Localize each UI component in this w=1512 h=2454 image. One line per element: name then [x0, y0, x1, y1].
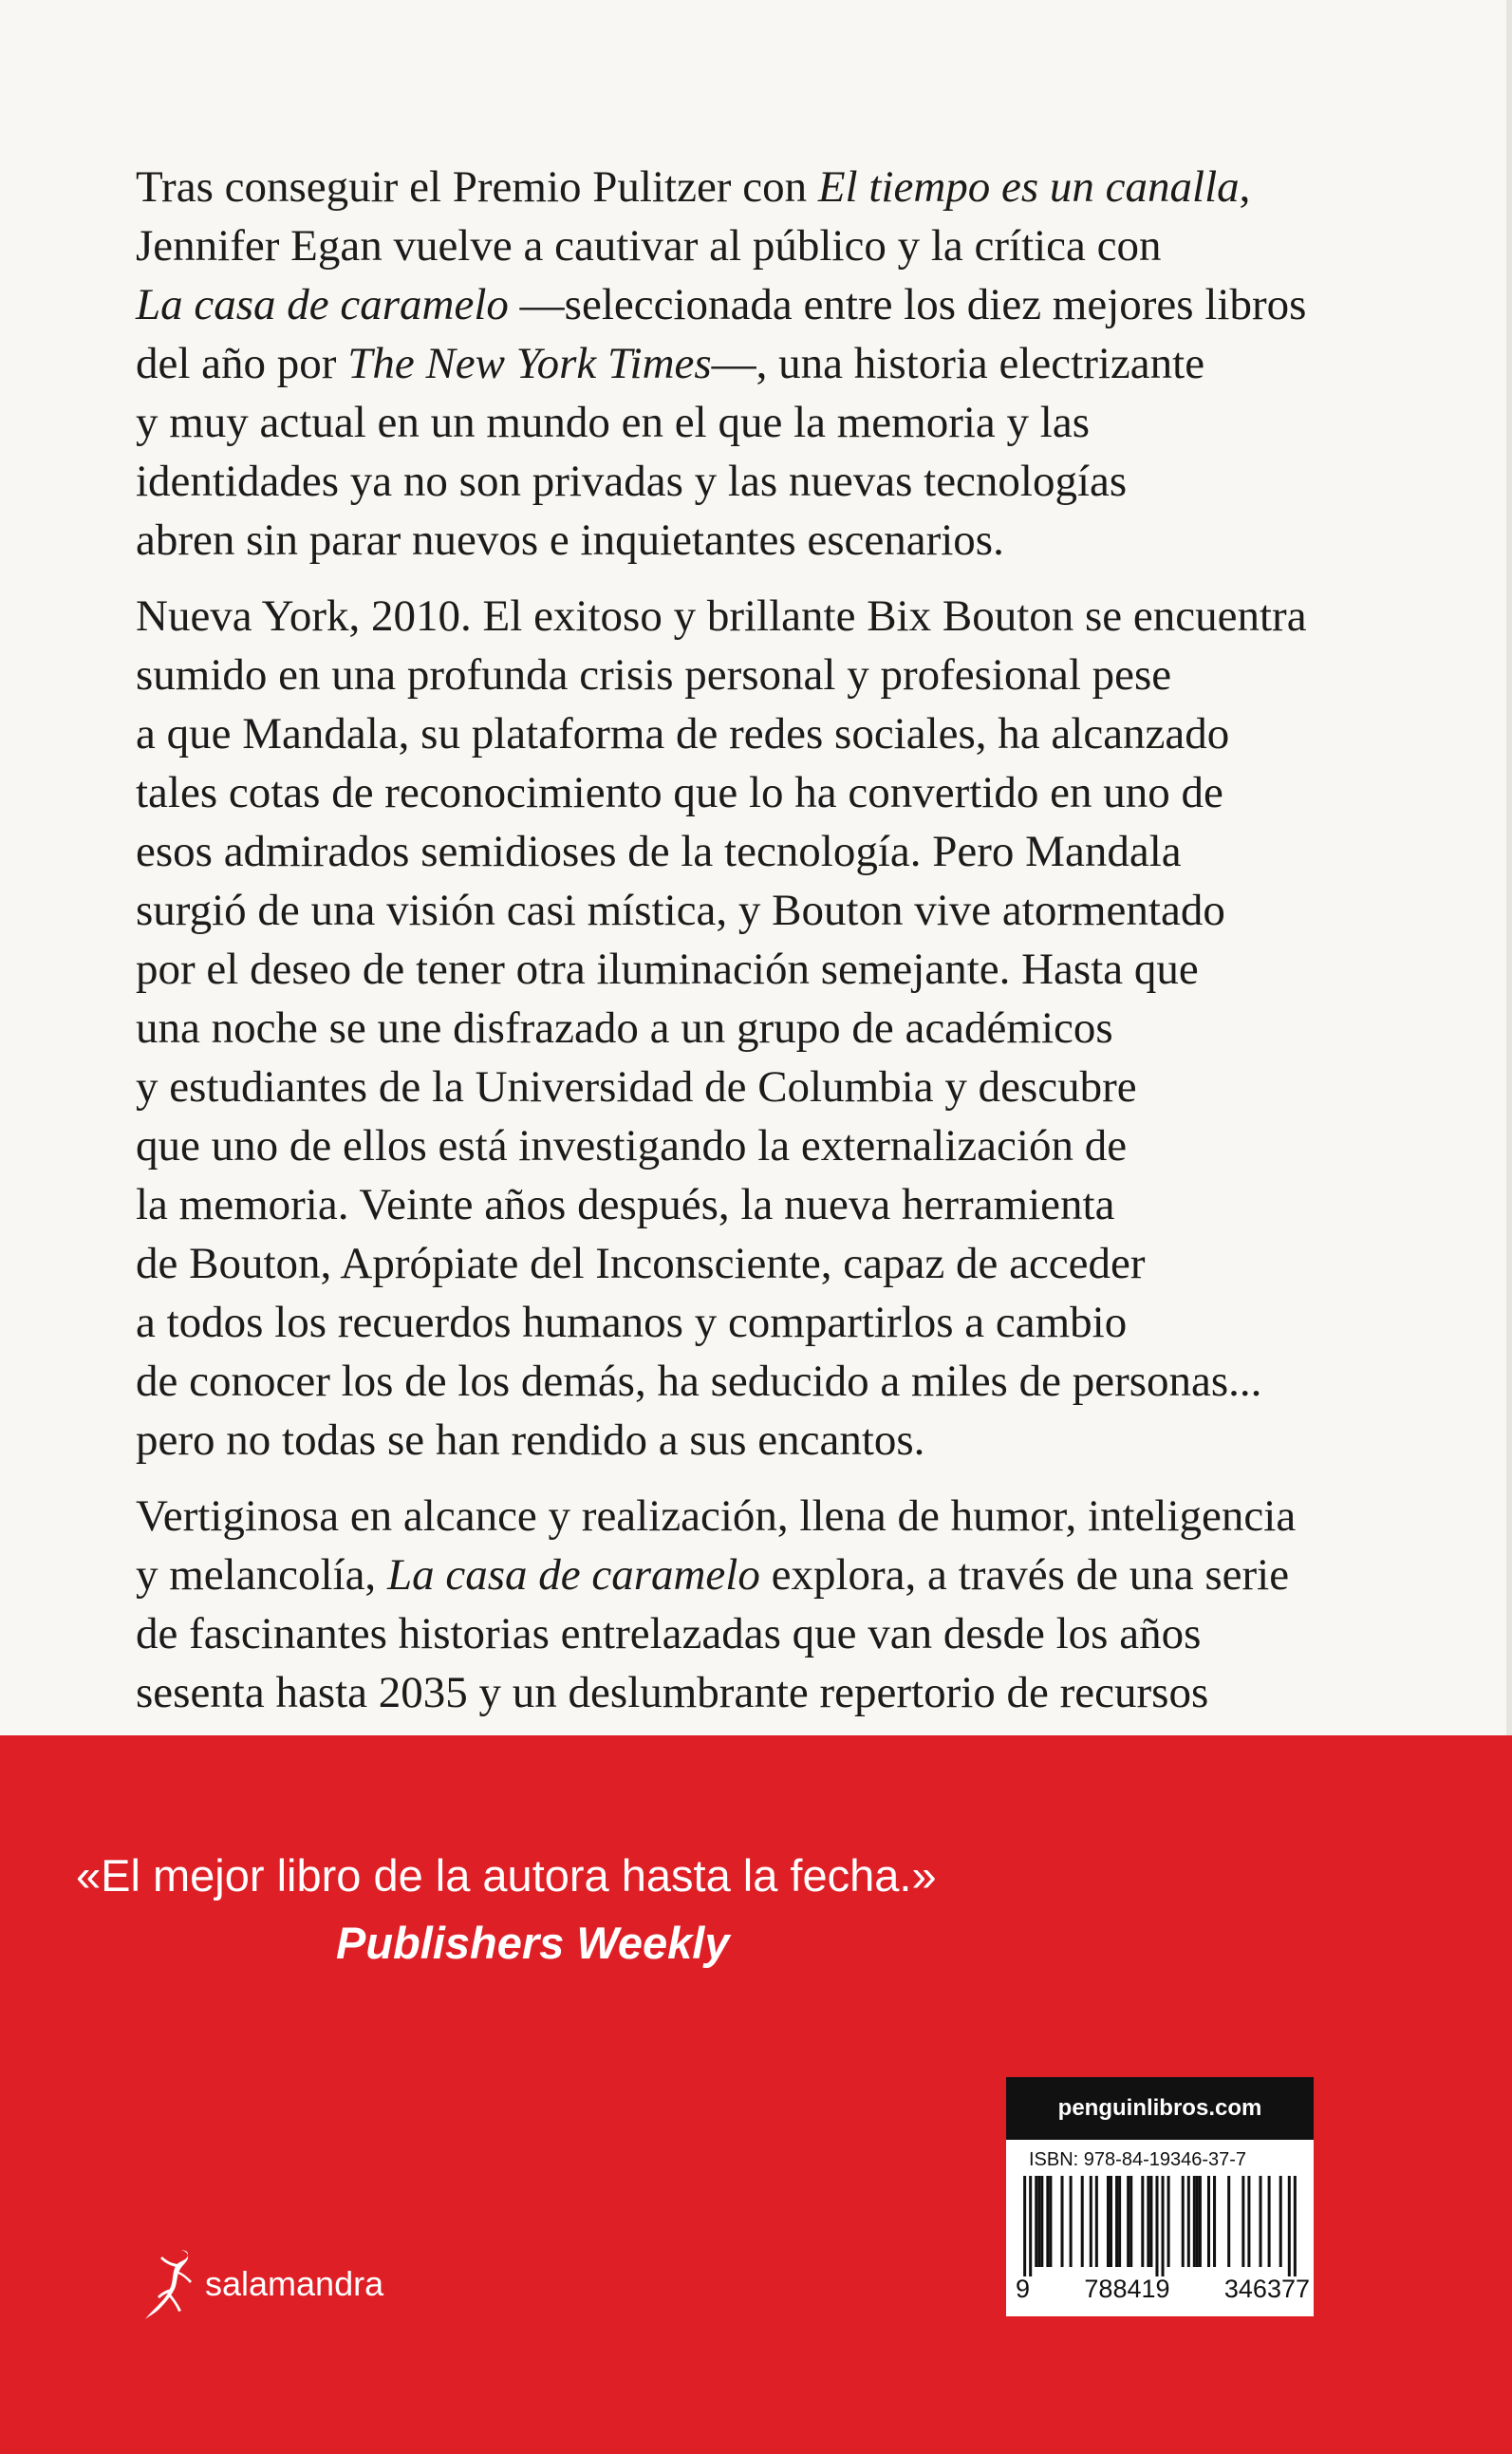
barcode-bar: [1023, 2176, 1026, 2276]
publisher-logo: [142, 2246, 383, 2322]
barcode-bar: [1207, 2176, 1210, 2267]
barcode-digit-lead: 9: [1016, 2275, 1031, 2303]
barcode-bar: [1095, 2176, 1098, 2267]
barcode-bar: [1288, 2176, 1291, 2276]
publisher-website[interactable]: penguinlibros.com: [1006, 2077, 1314, 2140]
synopsis: [136, 158, 1370, 1739]
barcode-bar: [1070, 2176, 1073, 2267]
barcode-bar: [1049, 2176, 1052, 2267]
title-la-casa: La casa de caramelo: [136, 280, 509, 329]
barcode-bar: [1129, 2176, 1132, 2267]
barcode-bar: [1127, 2176, 1129, 2267]
synopsis-paragraph-1: Tras conseguir el Premio Pulitzer con El tiempo es un canalla, Jennifer Egan vuelve a cautivar al público y la crítica con La casa de caramelo —seleccionada entre los diez mejores libros del año por The New York Times—, una historia electrizante y muy actual en un mundo en el que la memoria y las identidades ya no son privadas y las nuevas tecnologías abren sin parar nuevos e inquietantes escenarios.: [136, 162, 1307, 565]
barcode-bar: [1147, 2176, 1149, 2267]
barcode-bar: [1167, 2176, 1170, 2267]
review-quote: «El mejor libro de la autora hasta la fecha.»: [76, 1850, 937, 1901]
title-la-casa-2: La casa de caramelo: [386, 1550, 760, 1600]
barcode-digit-group-1: 788419: [1084, 2275, 1170, 2303]
title-nyt: The New York Times: [347, 339, 712, 388]
barcode-bar: [1040, 2176, 1043, 2267]
barcode-bar: [1155, 2176, 1158, 2276]
salamander-icon: [142, 2247, 199, 2321]
barcode-bar: [1149, 2176, 1152, 2267]
barcode-bar: [1141, 2176, 1144, 2267]
barcode-bar: [1193, 2176, 1196, 2267]
barcode-bar: [1199, 2176, 1202, 2267]
barcode-bar: [1107, 2176, 1110, 2267]
barcode-bar: [1035, 2176, 1037, 2267]
barcode-bar: [1227, 2176, 1230, 2267]
barcode-digit-group-2: 346377: [1223, 2275, 1310, 2303]
synopsis-paragraph-3: Vertiginosa en alcance y realización, llena de humor, inteligencia y melancolía, La casa de caramelo explora, a través de una serie de fascinantes historias entrelazadas que van desde los años sesenta hasta 2035 y un deslumbrante repertorio de recursos: [136, 1491, 1297, 1717]
barcode: [1012, 2176, 1308, 2276]
barcode-bar: [1294, 2176, 1297, 2276]
barcode-bar: [1279, 2176, 1282, 2267]
barcode-bar: [1046, 2176, 1049, 2267]
barcode-bar: [1029, 2176, 1032, 2276]
barcode-bar: [1110, 2176, 1112, 2267]
barcode-bar: [1268, 2176, 1271, 2267]
barcode-bar: [1182, 2176, 1185, 2267]
barcode-bar: [1081, 2176, 1084, 2267]
synopsis-paragraph-2: Nueva York, 2010. El exitoso y brillante Bix Bouton se encuentra sumido en una profunda crisis personal y profesional pese a que Mandala, su plataforma de redes sociales, ha alcanzado tales cotas de reconocimiento que lo ha convertido en uno de esos admirados semidioses de la tecnología. Pero Mandala surgió de una visión casi mística, y Bouton vive atormentado por el deseo de tener otra iluminación semejante. Hasta que una noche se une disfrazado a un grupo de académicos y estudiantes de la Universidad de Columbia y descubre que uno de ellos está investigando la externalización de la memoria. Veinte años después, la nueva herramienta de Bouton, Aprópiate del Inconsciente, capaz de acceder a todos los recuerdos humanos y compartirlos a cambio de conocer los de los demás, ha seducido a miles de personas... pero no todas se han rendido a sus encantos.: [136, 591, 1307, 1465]
barcode-bar: [1118, 2176, 1121, 2267]
barcode-bar: [1090, 2176, 1092, 2267]
barcode-bar: [1196, 2176, 1199, 2267]
barcode-bar: [1213, 2176, 1216, 2267]
publisher-name: salamandra: [205, 2264, 384, 2303]
isbn-block: [1006, 2077, 1314, 2316]
title-el-tiempo: El tiempo es un canalla: [817, 162, 1240, 212]
barcode-bar: [1061, 2176, 1064, 2267]
barcode-bar: [1260, 2176, 1262, 2267]
barcode-digits: [1016, 2275, 1310, 2304]
barcode-bar: [1115, 2176, 1118, 2267]
barcode-bar: [1187, 2176, 1190, 2267]
barcode-bar: [1241, 2176, 1244, 2267]
review-source: Publishers Weekly: [336, 1918, 730, 1968]
barcode-bar: [1247, 2176, 1250, 2267]
barcode-bar: [1162, 2176, 1165, 2276]
isbn-label: ISBN: 978-84-19346-37-7: [1029, 2149, 1247, 2170]
barcode-bar: [1037, 2176, 1040, 2267]
